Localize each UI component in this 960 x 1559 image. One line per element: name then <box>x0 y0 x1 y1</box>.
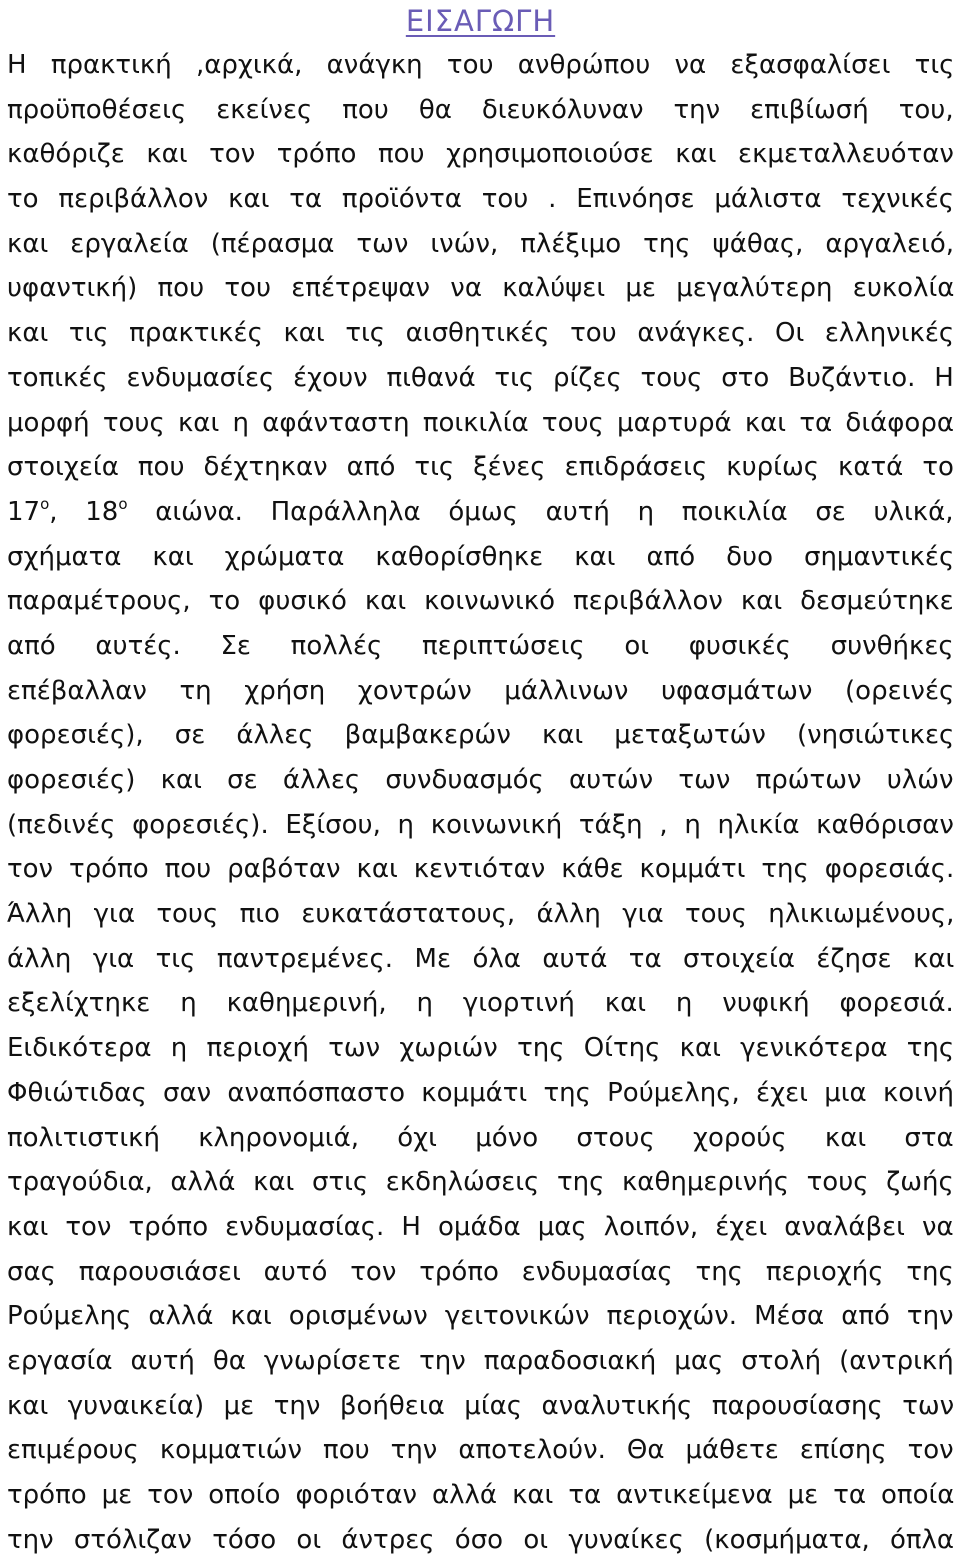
text-line: τον τρόπο που ραβόταν και κεντιόταν κάθε κομμάτι της φορεσιάς. <box>7 854 954 885</box>
text-line: σχήματα και χρώματα καθορίσθηκε και από δυο σημαντικές <box>7 541 954 572</box>
text-line: εξελίχτηκε η καθημερινή, η γιορτινή και η νυφική φορεσιά. <box>7 988 954 1019</box>
text-line: προϋποθέσεις εκείνες που θα διευκόλυναν την επιβίωσή του, <box>7 94 954 125</box>
text-line: τρόπο με τον οποίο φοριόταν αλλά και τα αντικείμενα με τα οποία <box>7 1480 954 1510</box>
text-line: Ρούμελης αλλά και ορισμένων γειτονικών περιοχών. Μέσα από την <box>7 1301 954 1332</box>
text-line: επιμέρους κομματιών που την αποτελούν. Θα μάθετε επίσης τον <box>7 1435 954 1466</box>
text-line: $17^o$, $18^o$ αιώνα. Παράλληλα όμως αυτή η ποικιλία σε υλικά, <box>7 494 954 527</box>
text-line: και γυναικεία) με την βοήθεια μίας αναλυτικής παρουσίασης των <box>7 1390 954 1421</box>
text-line: εργασία αυτή θα γνωρίσετε την παραδοσιακή μας στολή (αντρική <box>7 1345 954 1376</box>
text-line: μορφή τους και η αφάνταστη ποικιλία τους μαρτυρά και τα διάφορα <box>7 407 954 438</box>
text-line: το περιβάλλον και τα προϊόντα του . Επινόησε μάλιστα τεχνικές <box>7 184 954 215</box>
text-line: και εργαλεία (πέρασμα των ινών, πλέξιμο της ψάθας, αργαλειό, <box>7 228 954 259</box>
text-line: υφαντική) που του επέτρεψαν να καλύψει με μεγαλύτερη ευκολία <box>7 273 954 304</box>
text-line: άλλη για τις παντρεμένες. Με όλα αυτά τα στοιχεία έζησε και <box>7 943 954 974</box>
text-line: την στόλιζαν τόσο οι άντρες όσο οι γυναίκες (κοσμήματα, όπλα <box>7 1524 954 1555</box>
text-line: επέβαλλαν τη χρήση χοντρών μάλλινων υφασμάτων (ορεινές <box>7 675 954 706</box>
text-line: (πεδινές φορεσιές). Εξίσου, η κοινωνική τάξη , η ηλικία καθόρισαν <box>7 809 954 840</box>
text-line: στοιχεία που δέχτηκαν από τις ξένες επιδράσεις κυρίως κατά το <box>7 452 954 483</box>
document-title-text: ΕΙΣΑΓΩΓΗ <box>405 4 556 38</box>
text-line: τοπικές ενδυμασίες έχουν πιθανά τις ρίζες τους στο Βυζάντιο. Η <box>7 362 954 393</box>
text-line: καθόριζε και τον τρόπο που χρησιμοποιούσε και εκμεταλλευόταν <box>7 139 954 170</box>
text-line: πολιτιστική κληρονομιά, όχι μόνο στους χορούς και στα <box>7 1122 954 1153</box>
document-title <box>7 0 954 43</box>
text-line: Φθιώτιδας σαν αναπόσπαστο κομμάτι της Ρούμελης, έχει μια κοινή <box>7 1077 954 1108</box>
text-line: σας παρουσιάσει αυτό τον τρόπο ενδυμασίας της περιοχής της <box>7 1256 954 1287</box>
text-line: τραγούδια, αλλά και στις εκδηλώσεις της καθημερινής τους ζωής <box>7 1167 954 1198</box>
text-line: από αυτές. Σε πολλές περιπτώσεις οι φυσικές συνθήκες <box>7 630 954 661</box>
text-line: φορεσιές) και σε άλλες συνδυασμός αυτών των πρώτων υλών <box>7 765 954 795</box>
text-line: Η πρακτική ,αρχικά, ανάγκη του ανθρώπου να εξασφαλίσει τις <box>7 50 954 80</box>
document-body <box>7 43 954 1559</box>
text-line: παραμέτρους, το φυσικό και κοινωνικό περιβάλλον και δεσμεύτηκε <box>7 586 954 617</box>
text-line: και τις πρακτικές και τις αισθητικές του ανάγκες. Οι ελληνικές <box>7 318 954 349</box>
text-line: Ειδικότερα η περιοχή των χωριών της Οίτης και γενικότερα της <box>7 1033 954 1064</box>
text-line: και τον τρόπο ενδυμασίας. Η ομάδα μας λοιπόν, έχει αναλάβει να <box>7 1211 954 1242</box>
text-line: φορεσιές), σε άλλες βαμβακερών και μεταξωτών (νησιώτικες <box>7 720 954 751</box>
text-line: Άλλη για τους πιο ευκατάστατους, άλλη για τους ηλικιωμένους, <box>7 899 954 930</box>
